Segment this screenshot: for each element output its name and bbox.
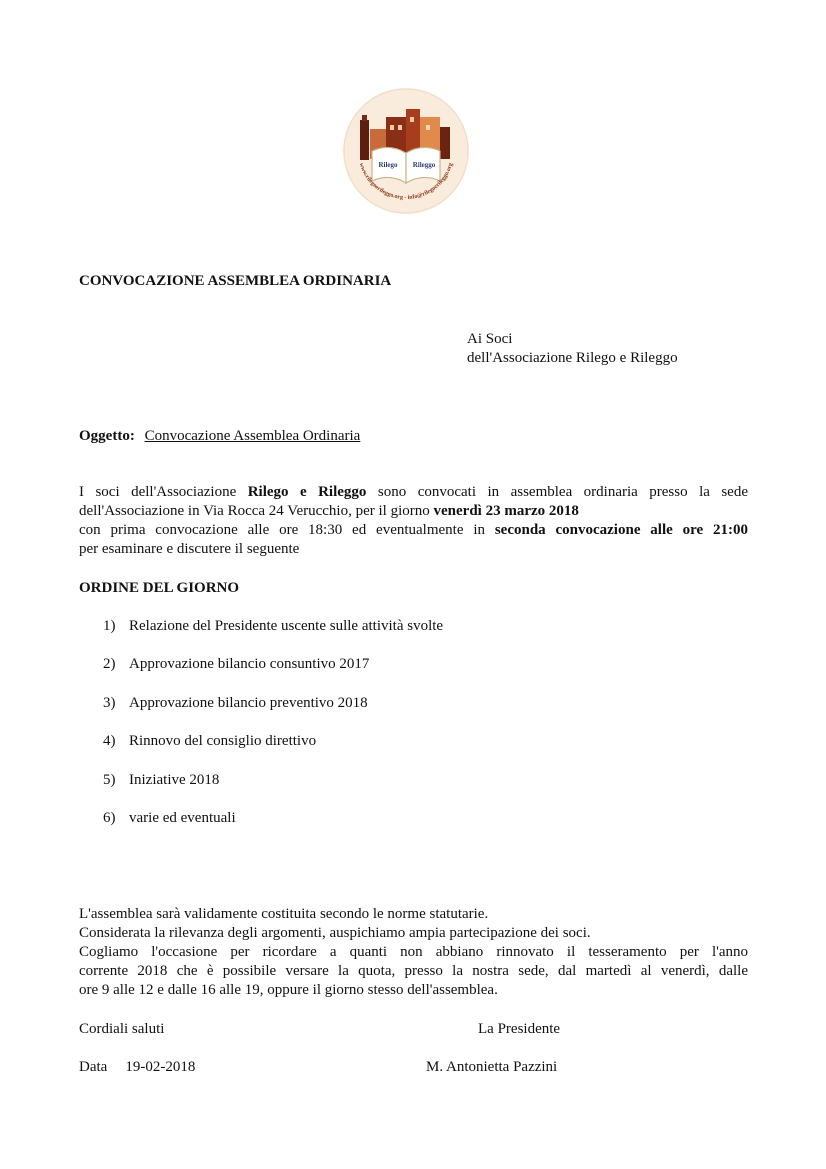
recipient-block — [467, 330, 678, 368]
logo-ring-text: www.rilegoerileggo.org - info@rilegoerileggo.org — [357, 162, 455, 202]
book-label-left: Rilego — [378, 161, 398, 169]
date-value: 19-02-2018 — [125, 1059, 196, 1075]
agenda-item: 1) Relazione del Presidente uscente sulle attività svolte — [103, 618, 444, 634]
greeting: Cordiali saluti — [79, 1021, 165, 1037]
paragraph-line-4: per esaminare e discutere il seguente — [79, 541, 300, 557]
date-line — [79, 1058, 195, 1077]
subject-label: Oggetto: — [79, 428, 135, 444]
paragraph-line-3: con prima convocazione alle ore 18:30 ed eventualmente in seconda convocazione alle ore 21:00 — [79, 522, 748, 538]
date-label: Data — [79, 1059, 108, 1075]
signatory-name: M. Antonietta Pazzini — [426, 1059, 558, 1075]
association-logo — [342, 87, 470, 215]
agenda-item: 3) Approvazione bilancio preventivo 2018 — [103, 694, 368, 711]
book-label-right: Rileggo — [412, 161, 436, 169]
closing-line-5: ore 9 alle 12 e dalle 16 alle 19, oppure il giorno stesso dell'assemblea. — [79, 982, 498, 998]
closing-line-3: Cogliamo l'occasione per ricordare a quanti non abbiano rinnovato il tesseramento per l'anno — [79, 944, 748, 960]
agenda-heading: ORDINE DEL GIORNO — [79, 580, 240, 596]
closing-line-4: corrente 2018 che è possibile versare la quota, presso la nostra sede, dal martedì al venerdì, dalle — [79, 963, 748, 979]
signatory-role: La Presidente — [478, 1021, 561, 1037]
agenda-item: 4) Rinnovo del consiglio direttivo — [103, 733, 317, 750]
closing-line-2: Considerata la rilevanza degli argomenti, auspichiamo ampia partecipazione dei soci. — [79, 925, 591, 941]
subject-value: Convocazione Assemblea Ordinaria — [144, 428, 361, 444]
paragraph-line-2: dell'Associazione in Via Rocca 24 Verucchio, per il giorno venerdì 23 marzo 2018 — [79, 503, 579, 519]
recipient-line-2: dell'Associazione Rilego e Rileggo — [467, 350, 678, 366]
closing-line-1: L'assemblea sarà validamente costituita secondo le norme statutarie. — [79, 906, 489, 922]
agenda-list — [103, 617, 443, 847]
agenda-item: 2) Approvazione bilancio consuntivo 2017 — [103, 656, 370, 673]
agenda-item: 5) Iniziative 2018 — [103, 771, 220, 788]
convocation-paragraph — [79, 483, 748, 559]
recipient-line-1: Ai Soci — [467, 331, 513, 347]
open-book-icon — [372, 147, 440, 183]
document-title: CONVOCAZIONE ASSEMBLEA ORDINARIA — [79, 273, 392, 289]
paragraph-line-1: I soci dell'Associazione Rilego e Rileggo sono convocati in assemblea ordinaria presso la sede — [79, 484, 749, 500]
closing-paragraph — [79, 905, 748, 1000]
subject-line — [79, 427, 360, 446]
agenda-item: 6) varie ed eventuali — [103, 809, 236, 826]
